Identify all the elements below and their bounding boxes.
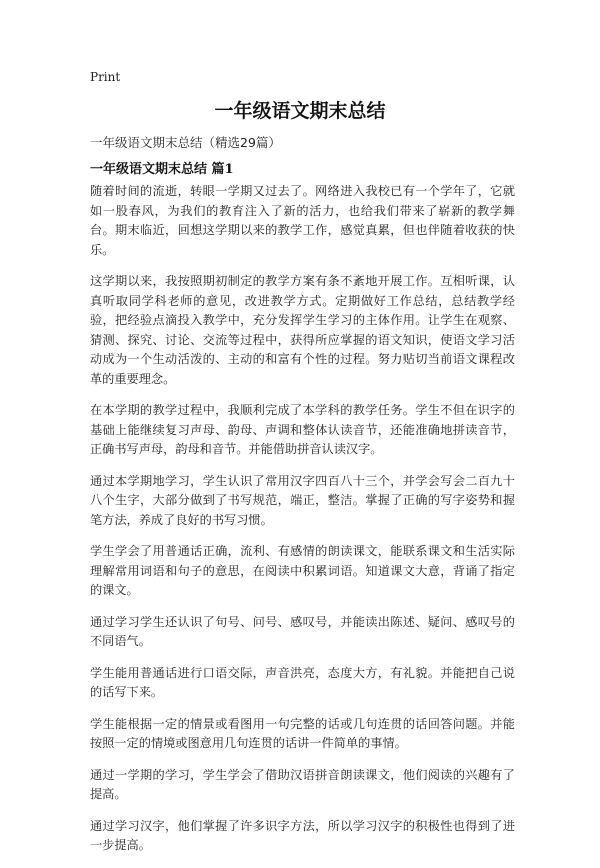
article-body bbox=[90, 182, 515, 868]
document-title: 一年级语文期末总结 bbox=[214, 100, 386, 122]
section-heading: 一年级语文期末总结 篇1 bbox=[90, 162, 234, 177]
paragraph-3: 在本学期的教学过程中，我顺利完成了本学科的教学任务。学生不但在识字的基础上能继续复习声母、韵母、声调和整体认读音节，还能准确地拼读音节，正确书写声母，韵母和音节。并能借助拼音认读汉字。 bbox=[90, 403, 515, 456]
paragraph-5: 学生学会了用普通话正确，流利、有感情的朗读课文，能联系课文和生活实际理解常用词语和句子的意思，在阅读中积累词语。知道课文大意，背诵了指定的课文。 bbox=[90, 544, 515, 597]
paragraph-6: 通过学习学生还认识了句号、问号、感叹号，并能读出陈述、疑问、感叹号的不同语气。 bbox=[90, 614, 515, 648]
paragraph-9: 通过一学期的学习，学生学会了借助汉语拼音朗读课文，他们阅读的兴趣有了提高。 bbox=[90, 767, 515, 801]
paragraph-4: 通过本学期地学习，学生认识了常用汉字四百八十三个，并学会写会二百九十八个生字，大部分做到了书写规范，端正，整洁。掌握了正确的写字姿势和握笔方法，养成了良好的书写习惯。 bbox=[90, 473, 515, 527]
paragraph-7: 学生能用普通话进行口语交际，声音洪亮，态度大方，有礼貌。并能把自己说的话写下来。 bbox=[90, 665, 515, 699]
paragraph-10: 通过学习汉字，他们掌握了许多识字方法，所以学习汉字的积极性也得到了进一步提高。 bbox=[90, 818, 515, 852]
print-link[interactable]: Print bbox=[90, 70, 121, 84]
paragraph-2: 这学期以来，我按照期初制定的教学方案有条不紊地开展工作。互相听课，认真听取同学科老师的意见，改进教学方式。定期做好工作总结，总结教学经验，把经验点滴投入教学中，充分发挥学生学习的主体作用。让学生在观察、猜测、探究、讨论、交流等过程中，获得所应掌握的语文知识，使语文学习活动成为一个生动活泼的、主动的和富有个性的过程。努力贴切当前语文课程改革的重要理念。 bbox=[90, 274, 515, 386]
paragraph-1: 随着时间的流逝，转眼一学期又过去了。网络进入我校已有一个学年了，它就如一股春风，为我们的教育注入了新的活力，也给我们带来了崭新的教学舞台。期末临近，回想这学期以来的教学工作，感觉真累，但也伴随着收获的快乐。 bbox=[90, 184, 515, 257]
document-subtitle: 一年级语文期末总结（精选29篇） bbox=[90, 135, 281, 150]
paragraph-8: 学生能根据一定的情景或看图用一句完整的话或几句连贯的话回答问题。并能按照一定的情境或图意用几句连贯的话讲一件简单的事情。 bbox=[90, 716, 515, 750]
